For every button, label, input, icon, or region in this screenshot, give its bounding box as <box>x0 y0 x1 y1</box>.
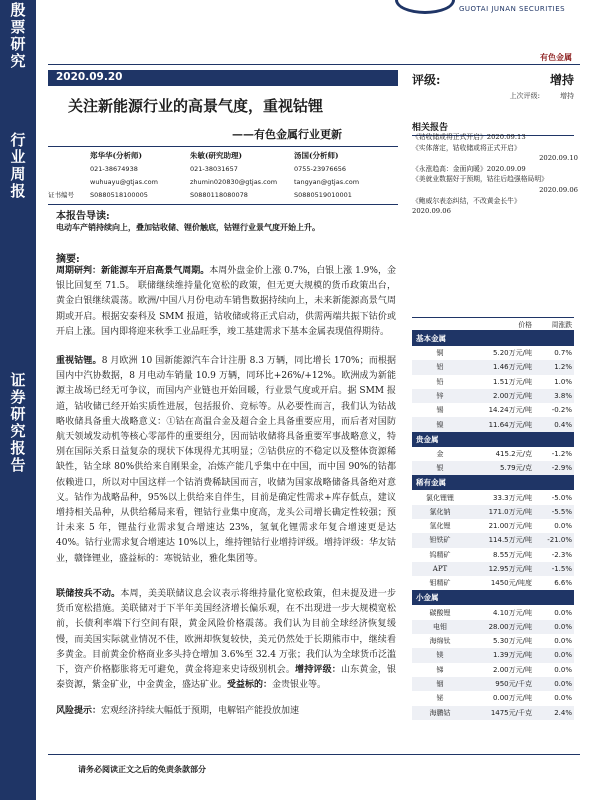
rating-text: 山东黄金，银泰资源，紫金矿业，中金黄金，盛达矿业。 <box>56 665 396 691</box>
table-section <box>412 346 574 432</box>
table-header <box>412 317 574 331</box>
weekly-change: 1.2% <box>554 363 572 372</box>
metal-price-table <box>412 317 574 720</box>
sidebar-label-research: 证 券 研 究 报 告 <box>10 371 26 474</box>
weekly-change: -2.3% <box>551 550 572 559</box>
weekly-change: 0.7% <box>554 349 572 358</box>
weekly-change: 0.0% <box>554 637 572 646</box>
weekly-change: 3.8% <box>554 392 572 401</box>
metal-name: 氯化钠 <box>429 507 451 516</box>
cert-label: 证书编号 <box>48 191 74 199</box>
table-section-header: 基本金属 <box>412 331 574 346</box>
metal-name: 电钼 <box>433 622 447 631</box>
disclaimer-footer: 请务必阅读正文之后的免责条款部分 <box>78 764 206 774</box>
sidebar-label-top: 殷 票 研 究 <box>10 1 26 70</box>
rating-box <box>412 70 574 101</box>
column-header-price: 价格 <box>518 321 532 329</box>
date-band <box>48 70 398 86</box>
metal-price: 171.0万元/吨 <box>488 507 532 516</box>
rating-label: 评级: <box>412 72 441 87</box>
author-phone-row <box>48 162 398 175</box>
paragraph-lead: 周期研判：新能源车开启高景气周期。 <box>56 266 210 276</box>
author-cert: S0880518100005 <box>90 190 148 199</box>
weekly-change: -0.2% <box>551 406 572 415</box>
company-logo <box>395 0 600 18</box>
table-row <box>412 605 574 619</box>
metal-price: 5.79元/克 <box>500 464 532 473</box>
related-report-item[interactable]: 《鲍威尔表态纠结，不改黄金长牛》 2020.09.06 <box>412 196 521 216</box>
table-row <box>412 634 574 648</box>
metal-price: 415.2元/克 <box>495 449 532 458</box>
related-report-item[interactable]: 《实体落定，钴收储或将正式开启》 2020.09.10 <box>412 143 578 163</box>
guide-heading: 本报告导读: <box>56 211 110 222</box>
weekly-change: 0.0% <box>554 665 572 674</box>
weekly-change: 0.0% <box>554 522 572 531</box>
summary-paragraph <box>56 587 396 693</box>
weekly-change: 0.0% <box>554 608 572 617</box>
table-row <box>412 706 574 720</box>
table-section-header: 小金属 <box>412 590 574 605</box>
metal-price: 1.51万元/吨 <box>493 377 532 386</box>
metal-price: 28.00万元/吨 <box>488 622 532 631</box>
table-row <box>412 346 574 360</box>
table-row <box>412 620 574 634</box>
metal-price: 1450元/吨度 <box>490 579 532 588</box>
table-row <box>412 691 574 705</box>
rating-lead: 增持评级： <box>295 665 341 676</box>
table-row <box>412 461 574 475</box>
metal-name: 氢化锂 <box>429 522 451 531</box>
weekly-change: 2.4% <box>554 708 572 717</box>
metal-name: 钼精矿 <box>429 579 451 588</box>
table-section-header: 贵金属 <box>412 432 574 447</box>
table-section <box>412 605 574 719</box>
table-row <box>412 519 574 533</box>
related-reports-list <box>412 132 578 217</box>
metal-name: 锑 <box>436 665 444 674</box>
table-row <box>412 403 574 417</box>
rating-value: 增持 <box>549 72 574 87</box>
top-divider <box>48 64 580 65</box>
metal-name: 锌 <box>436 392 444 401</box>
metal-price: 114.5万元/吨 <box>488 536 532 545</box>
metal-name: 锡 <box>436 406 444 415</box>
metal-price: 5.30万元/吨 <box>493 637 532 646</box>
weekly-change: 0.0% <box>554 651 572 660</box>
metal-price: 14.24万元/吨 <box>488 406 532 415</box>
author-names-row <box>48 149 398 162</box>
metal-name: 海绵钛 <box>429 637 451 646</box>
weekly-change: 0.4% <box>554 420 572 429</box>
related-report-item[interactable]: 《美就业数据好于预期，钴往后趋强格局明》 2020.09.06 <box>412 175 578 194</box>
metal-name: APT <box>432 565 448 573</box>
metal-price: 11.64万元/吨 <box>488 420 532 429</box>
footer-divider <box>48 754 580 755</box>
metal-price: 8.55万元/吨 <box>493 550 532 559</box>
author-phone: 0755-23976656 <box>294 164 346 173</box>
risk-warning <box>56 703 299 716</box>
risk-text: 宏观经济持续大幅低于预期，电解铝产能投放加速 <box>101 706 300 716</box>
author-email[interactable]: zhumin020830@gtjas.com <box>190 177 278 186</box>
metal-price: 4.10万元/吨 <box>493 608 532 617</box>
weekly-change: -1.5% <box>551 565 572 573</box>
paragraph-text: 本周外盘金价上涨 0.7%，白银上涨 1.9%，金银比回复至 71.5。 联储继续维持量化宽松的政策，但无更大规模的货币政策出台，黄金白银继续震荡。欧洲/中国八月份电动车销售数据持续向上，未来新能源高景气周期或开启。根据安泰科及 SMM 报道，钴收储或将正式启动，供需两端共振下钴价或开启上涨。国内即将迎来秋季工业品旺季，竣工基建需求下基本金属表现值得期待。 <box>56 266 396 337</box>
table-section-header: 稀有金属 <box>412 475 574 490</box>
table-row <box>412 360 574 374</box>
table-row <box>412 548 574 562</box>
table-section <box>412 447 574 476</box>
metal-name: 铜 <box>436 349 444 358</box>
metal-price: 0.00万元/吨 <box>493 694 532 703</box>
metal-name: 银 <box>436 464 444 473</box>
sidebar-label-report-type: 行 业 周 报 <box>10 131 26 200</box>
summary-heading: 摘要: <box>56 254 80 265</box>
prev-rating-value: 增持 <box>560 92 574 100</box>
summary-paragraph <box>56 354 396 567</box>
metal-name: 氯化锂锂 <box>426 493 454 502</box>
table-row <box>412 663 574 677</box>
related-report-item[interactable]: 《钴收储或将正式开启》2020.09.13 <box>412 133 526 141</box>
table-row <box>412 447 574 461</box>
author-cert-row <box>48 188 398 201</box>
metal-price: 950元/千克 <box>495 680 532 689</box>
beneficiary-lead: 受益标的： <box>227 680 273 691</box>
table-row <box>412 490 574 504</box>
table-row <box>412 417 574 431</box>
author-cert: S0880118080078 <box>190 190 248 199</box>
weekly-change: -1.2% <box>551 449 572 458</box>
metal-price: 1475元/千克 <box>490 708 532 717</box>
author-email-row <box>48 175 398 188</box>
risk-lead: 风险提示： <box>56 706 102 716</box>
table-row <box>412 389 574 403</box>
metal-price: 1.39万元/吨 <box>493 651 532 660</box>
author-block <box>48 146 398 205</box>
related-reports-heading: 相关报告 <box>412 120 574 136</box>
metal-name: 铅 <box>436 377 444 386</box>
table-row <box>412 375 574 389</box>
metal-price: 1.46万元/吨 <box>493 363 532 372</box>
author-cert: S0880519010001 <box>294 190 352 199</box>
metal-name: 铝 <box>436 363 444 372</box>
author-email[interactable]: tangyan@gtjas.com <box>294 177 360 186</box>
author-name: 汤国(分析师) <box>294 151 339 160</box>
author-email[interactable]: wuhuayu@gtjas.com <box>90 177 158 186</box>
metal-name: 海鹏钴 <box>429 708 451 717</box>
prev-rating-label: 上次评级: <box>509 92 540 100</box>
metal-price: 2.00万元/吨 <box>493 392 532 401</box>
logo-swoosh-icon <box>395 0 455 14</box>
metal-price: 12.95万元/吨 <box>488 565 532 573</box>
author-name: 郑华华(分析师) <box>90 151 143 160</box>
metal-name: 镁 <box>436 651 444 660</box>
table-row <box>412 505 574 519</box>
table-row <box>412 576 574 590</box>
column-header-change: 周涨跌 <box>551 321 572 329</box>
paragraph-text: 8 月欧洲 10 国新能源汽车合计注册 8.3 万辆，同比增长 170%；而根据国内中汽协数据，8 月电动车销量 10.9 万辆，同环比+26%/+12%。欧洲成为新能源主战场已经无可争议，而国内产业链也开始回暖，行业景气度或开启。据 SMM 报道，钴收储已经开始实质性进展，包括报价、竞标等。从必要性而言，我们认为钴战略收储具备重大战略意义：①钴在高温合金及超合金上具备重要应用，而后者对国防航天领域发动机等核心零部件的重要组分，因而钴收储将具备重要军事战略意义，特别在国际关系日益复杂的现状下体现得尤其明显；②钴供应的不稳定以及整体资源稀缺性，钴全球 80%供给来自刚果金，冶炼产能几乎集中在中国，而中国 90%的钴都依赖进口，所以对中国这样一个钴消费稀缺国而言，收储为国家战略储备具备绝对意义。钴作为战略品种，95%以上供给来自伴生，目前是确定性需求+库存低点，建议增持相关品种，从供给稀局来看，锂钴行业集中度高，龙头公司增长确定性较强；预计未来 5 年，锂盐行业需求复合增速达 23%，氢氧化锂需求年复合增速更是达 40%。钴行业需求复合增速达 10%以上，维持锂钴行业增持评级。增持评级：华友钴业，赣锋锂业，盛益标的：寒锐钴业，雅化集团等。 <box>56 356 396 564</box>
weekly-change: -5.0% <box>551 493 572 502</box>
author-name: 朱敏(研究助理) <box>190 151 243 160</box>
metal-name: 铋 <box>436 694 444 703</box>
sector-tag: 有色金属 <box>540 52 572 62</box>
author-phone: 021-38031657 <box>190 164 238 173</box>
weekly-change: -21.0% <box>547 536 572 545</box>
report-subtitle: ——有色金属行业更新 <box>232 128 342 141</box>
paragraph-lead: 重视钴锂。 <box>56 356 102 366</box>
weekly-change: 0.0% <box>554 680 572 689</box>
metal-name: 钨精矿 <box>429 550 451 559</box>
beneficiary-text: 金贵银业等。 <box>272 680 327 691</box>
metal-name: 铟 <box>436 680 444 689</box>
metal-price: 2.00万元/吨 <box>493 665 532 674</box>
table-row <box>412 677 574 691</box>
weekly-change: 0.0% <box>554 622 572 631</box>
weekly-change: 6.6% <box>554 579 572 588</box>
table-row <box>412 562 574 576</box>
weekly-change: -5.5% <box>551 507 572 516</box>
metal-name: 镍 <box>436 420 444 429</box>
metal-name: 碳酸锂 <box>429 608 451 617</box>
summary-paragraph <box>56 264 396 340</box>
metal-price: 5.20万元/吨 <box>493 349 532 358</box>
weekly-change: 0.0% <box>554 694 572 703</box>
weekly-change: 1.0% <box>554 377 572 386</box>
paragraph-lead: 联储按兵不动。 <box>56 589 121 599</box>
metal-name: 金 <box>436 449 444 458</box>
author-phone: 021-38674938 <box>90 164 138 173</box>
metal-price: 33.3万元/吨 <box>493 493 532 502</box>
report-title: 关注新能源行业的高景气度，重视钴锂 <box>68 97 324 115</box>
paragraph-text: 本周，美美联储议息会议表示将维持量化宽松政策，但未提及进一步货币宽松措施。美联储对于下半年美国经济增长偏乐观，在不出现进一步大规模宽松前，长债利率端下行空间有限，黄金风险价格震荡。我们认为目前全球经济恢复缓慢，而美国实际就业情况不佳，欧洲却恢复较快，美元仍然处于长期熊市中，继续看多黄金。目前黄金价格商业多头持仓增加 3.6%至 32.4 万张；我们认为全球货币泛滥下，资产价格膨胀将无可避免，黄金将迎来史诗级别机会。 <box>56 589 396 676</box>
table-section <box>412 490 574 590</box>
logo-text: GUOTAI JUNAN SECURITIES <box>459 5 566 13</box>
related-report-item[interactable]: 《永涨趋高：金面向暖》2020.09.09 <box>412 164 526 173</box>
left-sidebar <box>0 0 36 800</box>
report-date: 2020.09.20 <box>56 71 123 83</box>
weekly-change: -2.9% <box>551 464 572 473</box>
metal-price: 21.00万元/吨 <box>488 522 532 531</box>
table-row <box>412 648 574 662</box>
table-row <box>412 533 574 547</box>
metal-name: 钽铁矿 <box>429 536 451 545</box>
guide-text: 电动车产销持续向上，叠加钴收储、锂价触底，钴锂行业景气度开始上升。 <box>56 222 320 232</box>
